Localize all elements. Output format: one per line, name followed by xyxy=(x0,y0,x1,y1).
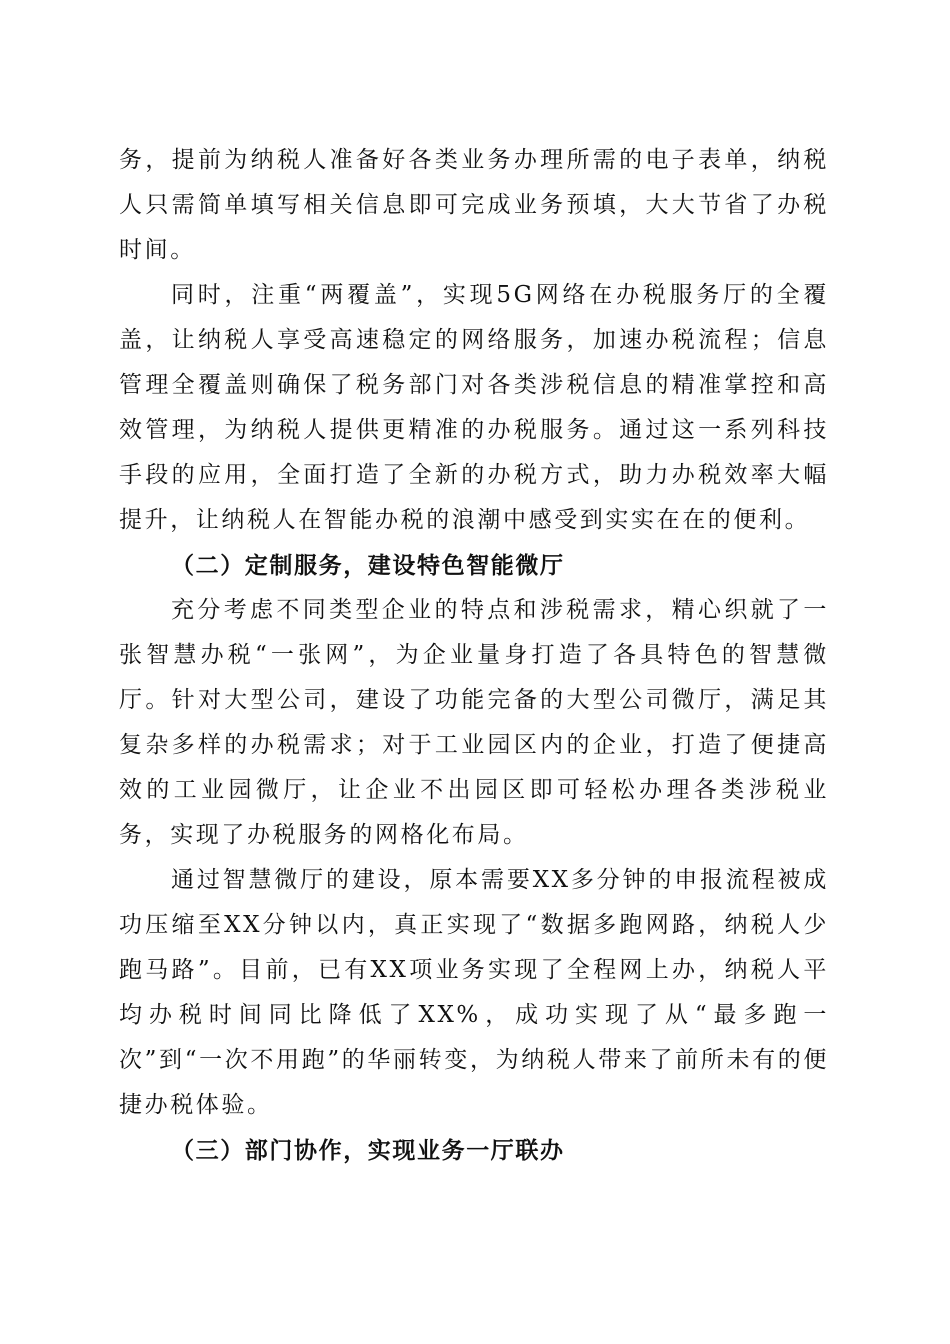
document-body xyxy=(119,138,829,1173)
section-heading-2: （二）定制服务，建设特色智能微厅 xyxy=(171,552,565,579)
section-heading-3: （三）部门协作，实现业务一厅联办 xyxy=(171,1137,565,1164)
paragraph-micro-hall: 充分考虑不同类型企业的特点和涉税需求，精心织就了一张智慧办税“一张网”，为企业量身打造了各具特色的智慧微厅。针对大型公司，建设了功能完备的大型公司微厅，满足其复杂多样的办税需求；对于工业园区内的企业，打造了便捷高效的工业园微厅，让企业不出园区即可轻松办理各类涉税业务，实现了办税服务的网格化布局。 xyxy=(119,597,829,848)
paragraph-two-coverage: 同时，注重“两覆盖”，实现5G网络在办税服务厅的全覆盖，让纳税人享受高速稳定的网络服务，加速办税流程；信息管理全覆盖则确保了税务部门对各类涉税信息的精准掌控和高效管理，为纳税人提供更精准的办税服务。通过这一系列科技手段的应用，全面打造了全新的办税方式，助力办税效率大幅提升，让纳税人在智能办税的浪潮中感受到实实在在的便利。 xyxy=(119,282,829,533)
paragraph-continued: 务，提前为纳税人准备好各类业务办理所需的电子表单，纳税人只需简单填写相关信息即可完成业务预填，大大节省了办税时间。 xyxy=(119,147,829,263)
paragraph-results: 通过智慧微厅的建设，原本需要XX多分钟的申报流程被成功压缩至XX分钟以内，真正实现了“数据多跑网路，纳税人少跑马路”。目前，已有XX项业务实现了全程网上办，纳税人平均办税时间同比降低了XX%，成功实现了从“最多跑一次”到“一次不用跑”的华丽转变，为纳税人带来了前所未有的便捷办税体验。 xyxy=(119,867,829,1118)
